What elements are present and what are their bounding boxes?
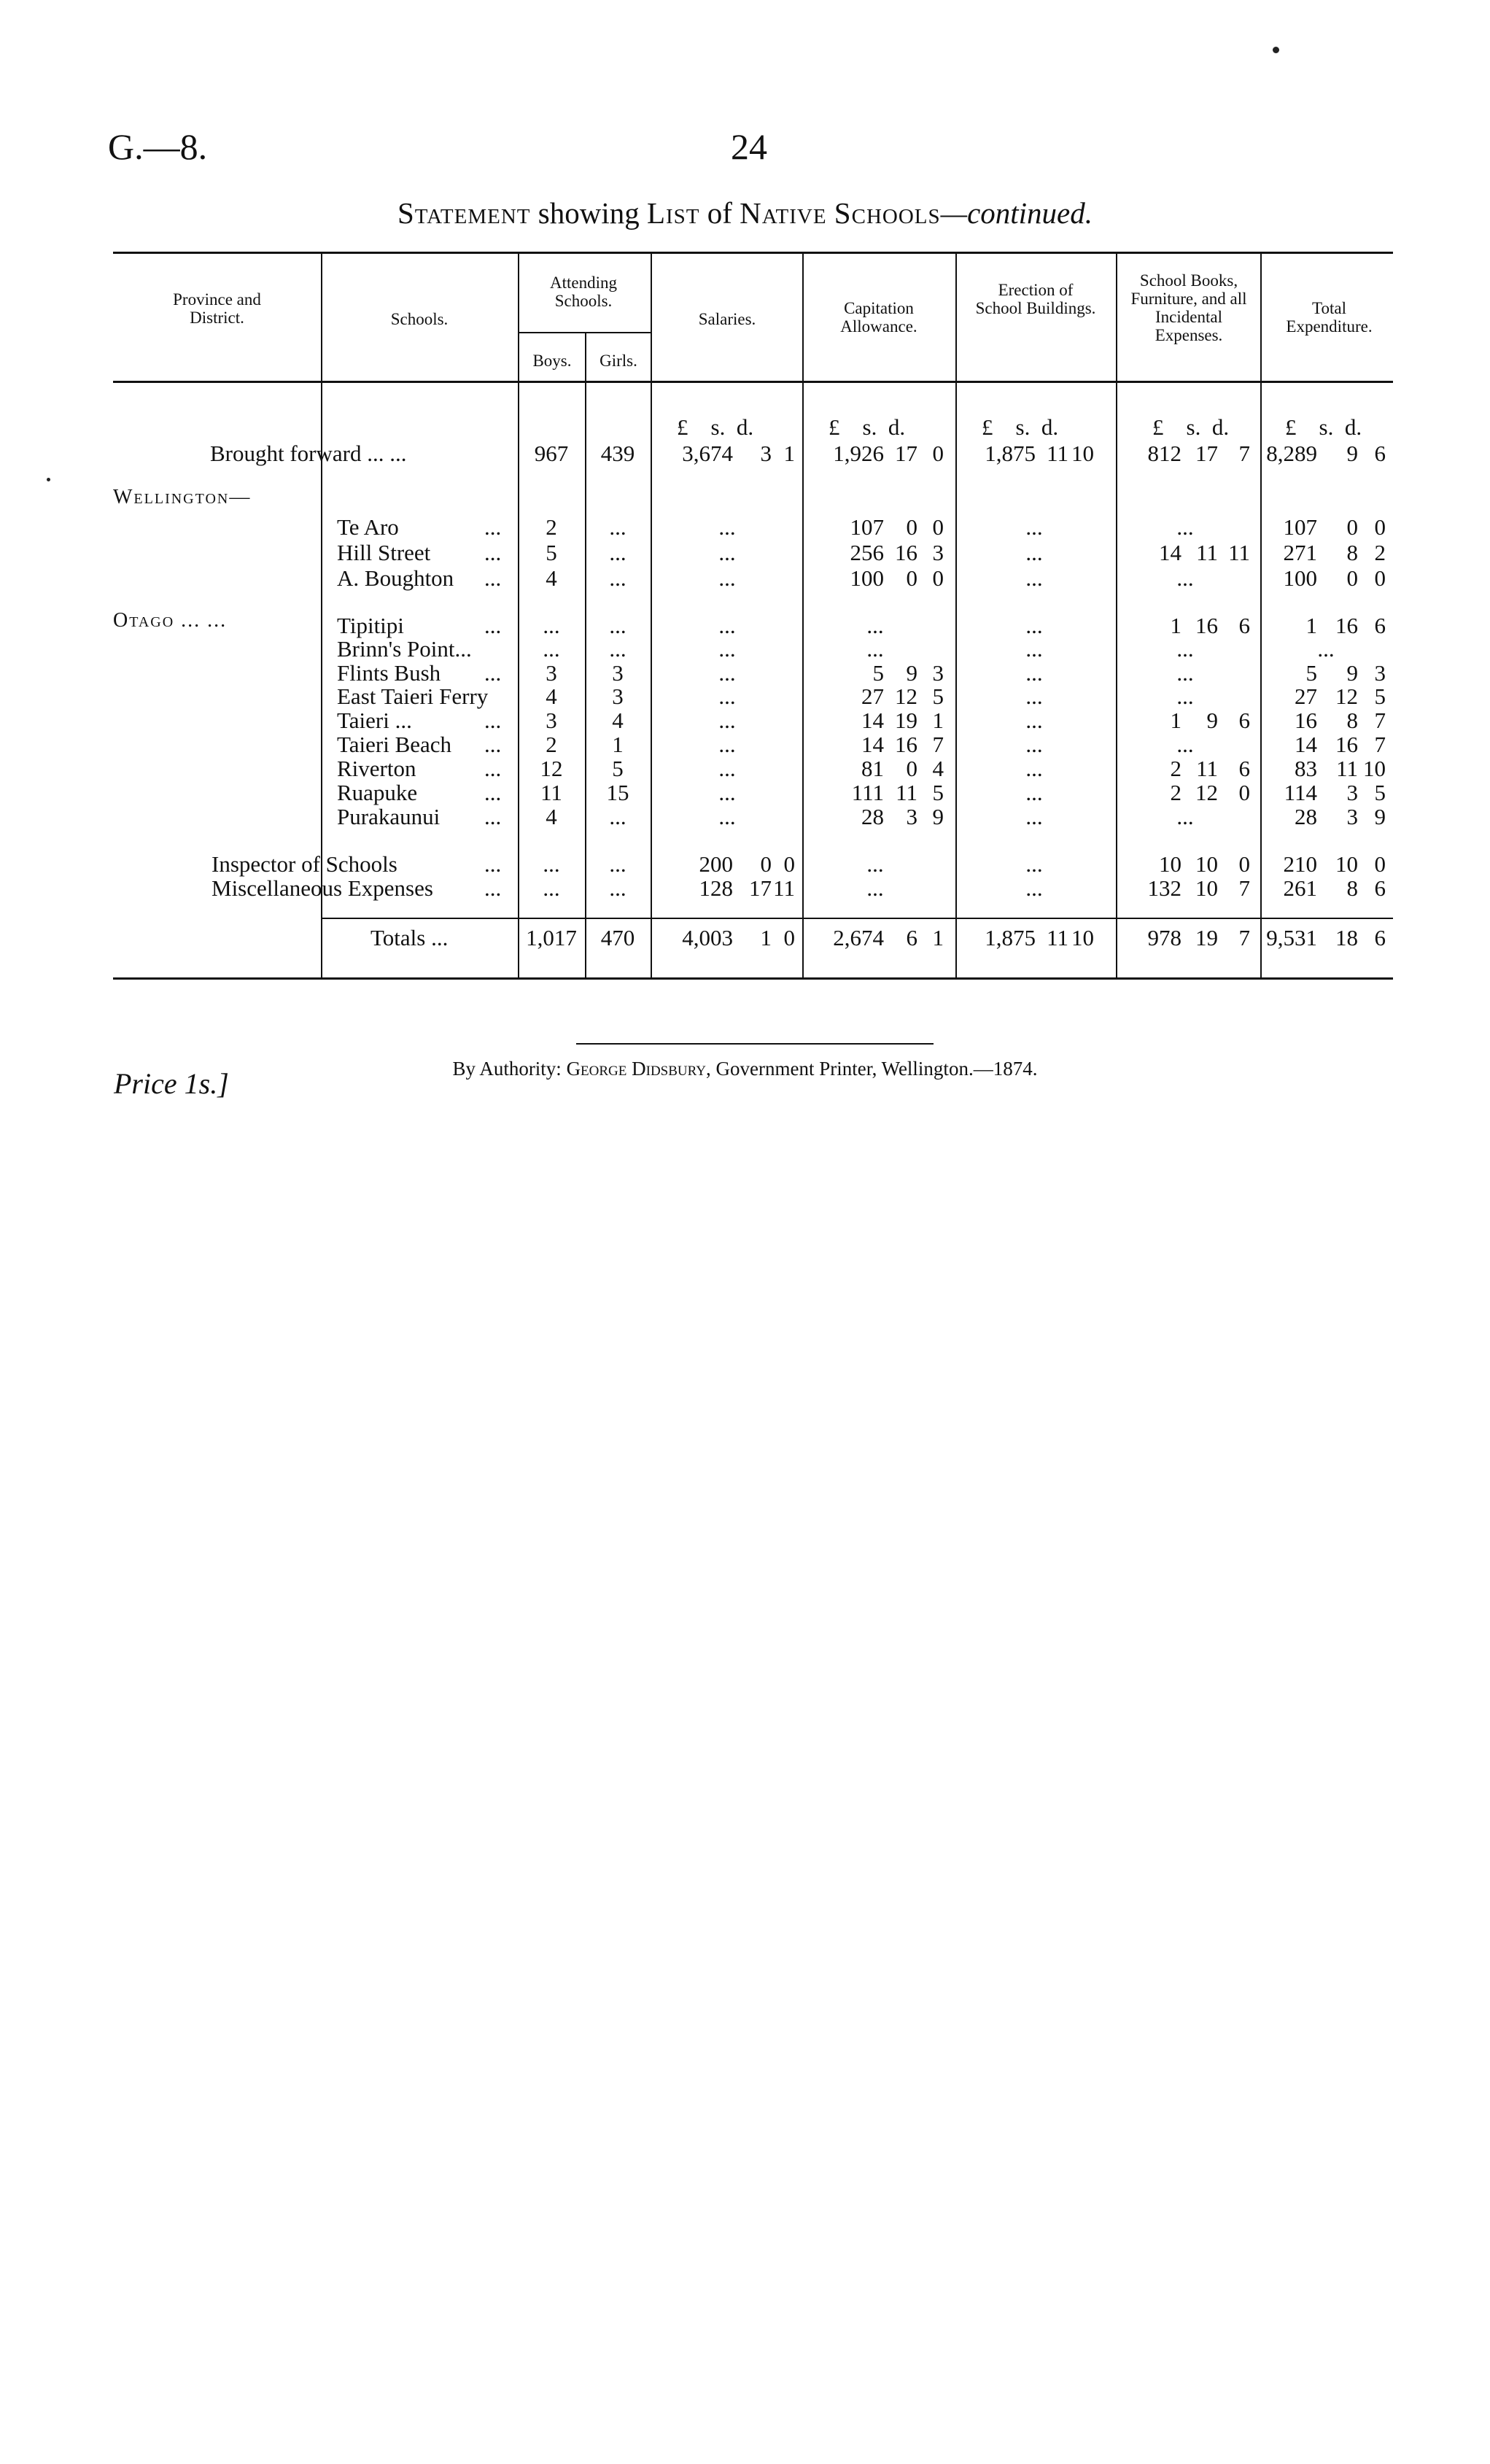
total-shillings: 16 xyxy=(1335,732,1358,757)
total-pounds: 9,531 xyxy=(1266,925,1317,950)
column-rule xyxy=(1260,252,1262,977)
girls-count: 5 xyxy=(612,756,624,781)
erection-empty: ... xyxy=(1025,636,1043,662)
capitation-shillings: 9 xyxy=(906,660,917,686)
boys-count: 4 xyxy=(546,565,557,591)
total-pence: 0 xyxy=(1374,565,1386,591)
books-empty: ... xyxy=(1176,636,1194,662)
header-girls: Girls. xyxy=(600,352,637,370)
books-shillings: 11 xyxy=(1196,540,1218,565)
salaries-empty: ... xyxy=(718,780,736,805)
school-name: Riverton xyxy=(337,756,416,781)
total-empty: ... xyxy=(1317,636,1335,662)
title-continued: —continued. xyxy=(940,196,1093,230)
total-shillings: 10 xyxy=(1335,851,1358,877)
expense-label: Miscellaneous Expenses xyxy=(212,875,433,901)
books-shillings: 12 xyxy=(1195,780,1218,805)
capitation-empty: ... xyxy=(866,613,884,638)
erection-empty: ... xyxy=(1025,756,1043,781)
title-word: List xyxy=(646,196,700,230)
capitation-shillings: 11 xyxy=(896,780,917,805)
leader-dots: ... xyxy=(484,875,502,901)
capitation-empty: ... xyxy=(866,636,884,662)
salaries-pence: 0 xyxy=(783,925,795,950)
boys-count: 3 xyxy=(546,708,557,733)
capitation-shillings: 12 xyxy=(895,683,917,709)
brought-forward-label: Brought forward ... ... xyxy=(210,441,407,466)
total-shillings: 9 xyxy=(1346,441,1358,466)
total-pence: 5 xyxy=(1374,780,1386,805)
leader-dots: ... xyxy=(484,756,502,781)
school-name: Brinn's Point... xyxy=(337,636,472,662)
capitation-pence: 9 xyxy=(932,804,944,829)
boys-count: 5 xyxy=(546,540,557,565)
units-books: £ s. d. xyxy=(1152,414,1230,440)
speck xyxy=(47,478,50,481)
girls-count: ... xyxy=(609,565,626,591)
capitation-shillings: 16 xyxy=(895,540,917,565)
erection-empty: ... xyxy=(1025,683,1043,709)
erection-pounds: 1,875 xyxy=(985,925,1036,950)
salaries-empty: ... xyxy=(718,565,736,591)
girls-count: ... xyxy=(609,875,626,901)
leader-dots: ... xyxy=(484,514,502,540)
imprint-printer: George Didsbury, xyxy=(566,1058,711,1080)
school-name: Tipitipi xyxy=(337,613,404,638)
books-empty: ... xyxy=(1176,804,1194,829)
erection-empty: ... xyxy=(1025,660,1043,686)
totals-top-rule xyxy=(321,918,1393,919)
books-shillings: 10 xyxy=(1195,851,1218,877)
leader-dots: ... xyxy=(484,540,502,565)
books-shillings: 9 xyxy=(1206,708,1218,733)
units-total: £ s. d. xyxy=(1285,414,1362,440)
books-pence: 7 xyxy=(1238,875,1250,901)
salaries-empty: ... xyxy=(718,540,736,565)
page-number: 24 xyxy=(731,126,767,167)
footer-rule xyxy=(576,1043,934,1045)
column-rule xyxy=(802,252,804,977)
salaries-empty: ... xyxy=(718,708,736,733)
table-bottom-rule xyxy=(113,977,1393,980)
table-top-rule xyxy=(113,252,1393,254)
erection-empty: ... xyxy=(1025,851,1043,877)
salaries-shillings: 3 xyxy=(760,441,772,466)
capitation-shillings: 0 xyxy=(906,565,917,591)
erection-empty: ... xyxy=(1025,804,1043,829)
books-pounds: 1 xyxy=(1170,708,1181,733)
total-shillings: 12 xyxy=(1335,683,1358,709)
books-pounds: 1 xyxy=(1170,613,1181,638)
total-pence: 0 xyxy=(1374,514,1386,540)
price-label: Price 1s.] xyxy=(114,1067,229,1100)
capitation-pence: 1 xyxy=(932,925,944,950)
boys-count: ... xyxy=(543,875,560,901)
units-salaries: £ s. d. xyxy=(677,414,754,440)
total-pence: 6 xyxy=(1374,925,1386,950)
column-rule xyxy=(955,252,957,977)
salaries-empty: ... xyxy=(718,636,736,662)
header-capitation: Capitation Allowance. xyxy=(840,299,917,336)
leader-dots: ... xyxy=(484,660,502,686)
capitation-empty: ... xyxy=(866,875,884,901)
books-pence: 6 xyxy=(1238,756,1250,781)
capitation-pounds: 111 xyxy=(851,780,884,805)
boys-count: 12 xyxy=(540,756,563,781)
books-pence: 0 xyxy=(1238,780,1250,805)
capitation-pence: 1 xyxy=(932,708,944,733)
capitation-pounds: 81 xyxy=(861,756,884,781)
school-name: Flints Bush xyxy=(337,660,441,686)
column-rule xyxy=(651,252,652,977)
boys-count: ... xyxy=(543,851,560,877)
total-pence: 10 xyxy=(1363,756,1386,781)
girls-count: 470 xyxy=(600,925,635,950)
totals-label: Totals ... xyxy=(370,925,449,950)
salaries-pence: 1 xyxy=(783,441,795,466)
leader-dots: ... xyxy=(484,732,502,757)
salaries-empty: ... xyxy=(718,804,736,829)
erection-empty: ... xyxy=(1025,875,1043,901)
books-shillings: 17 xyxy=(1195,441,1218,466)
school-name: A. Boughton xyxy=(337,565,454,591)
total-shillings: 0 xyxy=(1346,514,1358,540)
books-pounds: 132 xyxy=(1147,875,1181,901)
total-shillings: 8 xyxy=(1346,540,1358,565)
capitation-pounds: 107 xyxy=(850,514,884,540)
total-pounds: 14 xyxy=(1295,732,1317,757)
books-pounds: 978 xyxy=(1147,925,1181,950)
erection-empty: ... xyxy=(1025,565,1043,591)
column-rule xyxy=(1116,252,1117,977)
imprint-prefix: By Authority: xyxy=(452,1058,562,1080)
school-name: Te Aro xyxy=(337,514,399,540)
girls-count: ... xyxy=(609,540,626,565)
capitation-pounds: 28 xyxy=(861,804,884,829)
capitation-pounds: 5 xyxy=(872,660,884,686)
boys-count: 967 xyxy=(534,441,569,466)
erection-shillings: 11 xyxy=(1047,441,1068,466)
total-pounds: 210 xyxy=(1283,851,1317,877)
capitation-pounds: 256 xyxy=(850,540,884,565)
salaries-shillings: 17 xyxy=(749,875,772,901)
total-pence: 9 xyxy=(1374,804,1386,829)
books-shillings: 16 xyxy=(1195,613,1218,638)
title-word: showing xyxy=(538,196,640,230)
girls-count: 4 xyxy=(612,708,624,733)
girls-count: 15 xyxy=(606,780,629,805)
header-boys: Boys. xyxy=(532,352,572,370)
books-pounds: 812 xyxy=(1147,441,1181,466)
capitation-shillings: 0 xyxy=(906,756,917,781)
capitation-pounds: 2,674 xyxy=(833,925,884,950)
books-pence: 7 xyxy=(1238,441,1250,466)
title-word: Schools xyxy=(834,196,941,230)
erection-shillings: 11 xyxy=(1047,925,1068,950)
books-pounds: 2 xyxy=(1170,756,1181,781)
boys-count: 1,017 xyxy=(526,925,577,950)
total-shillings: 18 xyxy=(1335,925,1358,950)
total-pence: 7 xyxy=(1374,708,1386,733)
total-pence: 7 xyxy=(1374,732,1386,757)
salaries-empty: ... xyxy=(718,660,736,686)
girls-count: ... xyxy=(609,613,626,638)
total-pounds: 28 xyxy=(1295,804,1317,829)
girls-count: ... xyxy=(609,851,626,877)
capitation-pounds: 100 xyxy=(850,565,884,591)
document-reference: G.—8. xyxy=(108,126,208,167)
total-pounds: 261 xyxy=(1283,875,1317,901)
erection-empty: ... xyxy=(1025,780,1043,805)
girls-count: ... xyxy=(609,514,626,540)
salaries-empty: ... xyxy=(718,732,736,757)
header-salaries: Salaries. xyxy=(698,310,756,328)
salaries-empty: ... xyxy=(718,756,736,781)
header-erection: Erection of School Buildings. xyxy=(975,281,1096,317)
header-schools: Schools. xyxy=(390,310,449,328)
salaries-shillings: 0 xyxy=(760,851,772,877)
header-bottom-rule xyxy=(113,381,1393,383)
leader-dots: ... xyxy=(484,613,502,638)
capitation-shillings: 19 xyxy=(895,708,917,733)
header-attending: Attending Schools. xyxy=(550,274,617,310)
capitation-pence: 0 xyxy=(932,441,944,466)
books-shillings: 10 xyxy=(1195,875,1218,901)
books-pence: 6 xyxy=(1238,708,1250,733)
girls-count: 3 xyxy=(612,660,624,686)
salaries-empty: ... xyxy=(718,613,736,638)
printer-imprint xyxy=(0,1058,1490,1080)
salaries-pounds: 3,674 xyxy=(682,441,733,466)
erection-empty: ... xyxy=(1025,613,1043,638)
leader-dots: ... xyxy=(484,780,502,805)
total-pounds: 114 xyxy=(1284,780,1317,805)
books-empty: ... xyxy=(1176,683,1194,709)
total-pence: 6 xyxy=(1374,875,1386,901)
total-pounds: 271 xyxy=(1283,540,1317,565)
school-name: Ruapuke xyxy=(337,780,418,805)
total-pounds: 8,289 xyxy=(1266,441,1317,466)
total-pounds: 83 xyxy=(1295,756,1317,781)
books-pence: 7 xyxy=(1238,925,1250,950)
capitation-pence: 0 xyxy=(932,565,944,591)
province-otago: Otago ... ... xyxy=(113,609,228,632)
total-pence: 3 xyxy=(1374,660,1386,686)
salaries-empty: ... xyxy=(718,514,736,540)
title-word: of xyxy=(707,196,732,230)
salaries-pence: 0 xyxy=(783,851,795,877)
boys-count: ... xyxy=(543,636,560,662)
books-pounds: 2 xyxy=(1170,780,1181,805)
capitation-pence: 0 xyxy=(932,514,944,540)
capitation-shillings: 0 xyxy=(906,514,917,540)
total-pounds: 16 xyxy=(1295,708,1317,733)
capitation-shillings: 6 xyxy=(906,925,917,950)
erection-empty: ... xyxy=(1025,732,1043,757)
header-total: Total Expenditure. xyxy=(1286,299,1373,336)
books-pounds: 10 xyxy=(1159,851,1181,877)
expense-label: Inspector of Schools xyxy=(212,851,397,877)
leader-dots: ... xyxy=(484,804,502,829)
books-pence: 6 xyxy=(1238,613,1250,638)
boys-count: 11 xyxy=(540,780,562,805)
total-pounds: 1 xyxy=(1305,613,1317,638)
total-pounds: 27 xyxy=(1295,683,1317,709)
title-word: Statement xyxy=(397,196,531,230)
leader-dots: ... xyxy=(484,851,502,877)
capitation-pounds: 14 xyxy=(861,708,884,733)
school-name: Taieri ... xyxy=(337,708,412,733)
capitation-pence: 5 xyxy=(932,780,944,805)
boys-count: 4 xyxy=(546,804,557,829)
boys-count: 3 xyxy=(546,660,557,686)
books-empty: ... xyxy=(1176,514,1194,540)
salaries-pence: 11 xyxy=(773,875,795,901)
school-name: Taieri Beach xyxy=(337,732,452,757)
total-shillings: 8 xyxy=(1346,708,1358,733)
total-pence: 5 xyxy=(1374,683,1386,709)
capitation-pence: 3 xyxy=(932,540,944,565)
total-shillings: 11 xyxy=(1336,756,1358,781)
capitation-pence: 7 xyxy=(932,732,944,757)
school-name: Purakaunui xyxy=(337,804,441,829)
total-shillings: 3 xyxy=(1346,780,1358,805)
total-pence: 6 xyxy=(1374,441,1386,466)
girls-count: 439 xyxy=(600,441,635,466)
boys-count: 2 xyxy=(546,514,557,540)
title-word: Native xyxy=(740,196,827,230)
imprint-suffix: Government Printer, Wellington.—1874. xyxy=(715,1058,1038,1080)
girls-count: 3 xyxy=(612,683,624,709)
boys-count: 4 xyxy=(546,683,557,709)
capitation-shillings: 3 xyxy=(906,804,917,829)
girls-count: 1 xyxy=(612,732,624,757)
total-pounds: 107 xyxy=(1283,514,1317,540)
books-shillings: 19 xyxy=(1195,925,1218,950)
girls-count: ... xyxy=(609,636,626,662)
leader-dots: ... xyxy=(484,708,502,733)
total-pence: 6 xyxy=(1374,613,1386,638)
salaries-shillings: 1 xyxy=(760,925,772,950)
total-pence: 2 xyxy=(1374,540,1386,565)
total-pence: 0 xyxy=(1374,851,1386,877)
units-erection: £ s. d. xyxy=(982,414,1059,440)
capitation-pence: 5 xyxy=(932,683,944,709)
capitation-shillings: 17 xyxy=(895,441,917,466)
total-shillings: 16 xyxy=(1335,613,1358,638)
salaries-pounds: 4,003 xyxy=(682,925,733,950)
capitation-pounds: 14 xyxy=(861,732,884,757)
school-name: East Taieri Ferry xyxy=(337,683,489,709)
books-shillings: 11 xyxy=(1196,756,1218,781)
header-province: Province and District. xyxy=(173,290,261,327)
capitation-pounds: 27 xyxy=(861,683,884,709)
capitation-pence: 4 xyxy=(932,756,944,781)
total-pounds: 100 xyxy=(1283,565,1317,591)
erection-pence: 10 xyxy=(1071,925,1094,950)
books-pence: 11 xyxy=(1228,540,1250,565)
speck xyxy=(1273,47,1279,53)
table-title xyxy=(0,195,1490,230)
capitation-pence: 3 xyxy=(932,660,944,686)
total-pounds: 5 xyxy=(1305,660,1317,686)
salaries-pounds: 128 xyxy=(699,875,733,901)
salaries-pounds: 200 xyxy=(699,851,733,877)
units-capitation: £ s. d. xyxy=(829,414,906,440)
school-name: Hill Street xyxy=(337,540,431,565)
erection-empty: ... xyxy=(1025,540,1043,565)
capitation-shillings: 16 xyxy=(895,732,917,757)
header-books: School Books, Furniture, and all Incidental Expenses. xyxy=(1130,271,1247,344)
total-shillings: 8 xyxy=(1346,875,1358,901)
books-empty: ... xyxy=(1176,660,1194,686)
province-wellington: Wellington— xyxy=(113,486,252,508)
total-shillings: 9 xyxy=(1346,660,1358,686)
boys-count: ... xyxy=(543,613,560,638)
total-shillings: 3 xyxy=(1346,804,1358,829)
erection-pounds: 1,875 xyxy=(985,441,1036,466)
salaries-empty: ... xyxy=(718,683,736,709)
books-pence: 0 xyxy=(1238,851,1250,877)
erection-pence: 10 xyxy=(1071,441,1094,466)
books-empty: ... xyxy=(1176,732,1194,757)
erection-empty: ... xyxy=(1025,708,1043,733)
erection-empty: ... xyxy=(1025,514,1043,540)
total-shillings: 0 xyxy=(1346,565,1358,591)
books-pounds: 14 xyxy=(1159,540,1181,565)
attending-rule xyxy=(518,332,651,333)
capitation-pounds: 1,926 xyxy=(833,441,884,466)
girls-count: ... xyxy=(609,804,626,829)
boys-count: 2 xyxy=(546,732,557,757)
books-empty: ... xyxy=(1176,565,1194,591)
leader-dots: ... xyxy=(484,565,502,591)
capitation-empty: ... xyxy=(866,851,884,877)
